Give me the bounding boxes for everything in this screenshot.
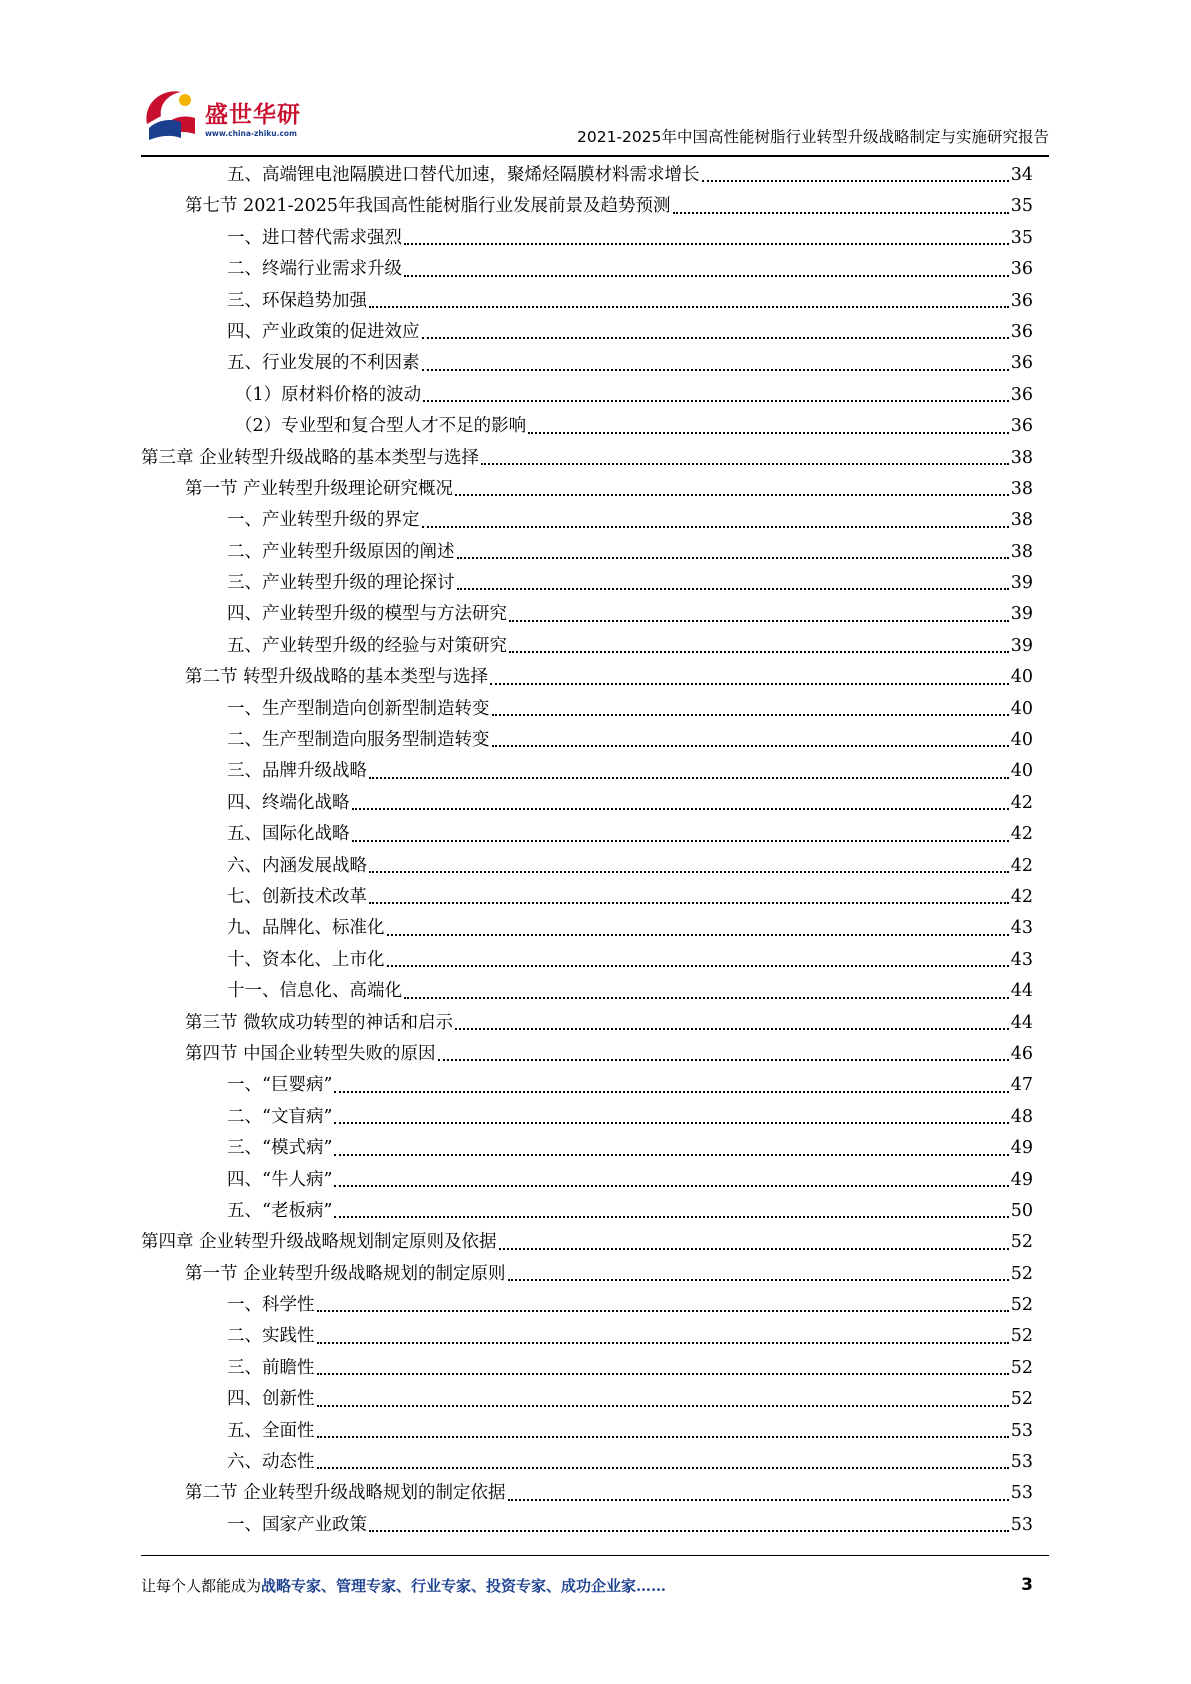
- toc-entry-page: 40: [1010, 761, 1033, 782]
- toc-entry-page: 36: [1010, 259, 1033, 280]
- toc-entry-page: 42: [1010, 792, 1033, 813]
- toc-entry[interactable]: [141, 474, 1033, 505]
- toc-leader-dots: [702, 179, 1009, 182]
- toc-entry-label: 第二节 企业转型升级战略规划的制定依据: [185, 1483, 506, 1504]
- toc-entry-page: 50: [1010, 1200, 1033, 1221]
- toc-entry-label: 二、“文盲病”: [227, 1106, 333, 1127]
- toc-entry[interactable]: [141, 286, 1033, 317]
- toc-entry[interactable]: [141, 631, 1033, 662]
- toc-entry-label: 三、产业转型升级的理论探讨: [227, 573, 455, 594]
- toc-entry-page: 53: [1010, 1483, 1033, 1504]
- toc-entry-page: 36: [1010, 416, 1033, 437]
- toc-entry[interactable]: [141, 254, 1033, 285]
- toc-entry-label: 第四章 企业转型升级战略规划制定原则及依据: [141, 1232, 497, 1253]
- toc-leader-dots: [387, 964, 1009, 967]
- toc-entry[interactable]: [141, 694, 1033, 725]
- toc-entry-label: （2）专业型和复合型人才不足的影响: [235, 416, 527, 437]
- toc-entry-page: 40: [1010, 667, 1033, 688]
- toc-entry-label: 二、生产型制造向服务型制造转变: [227, 730, 490, 751]
- toc-leader-dots: [438, 1058, 1009, 1061]
- toc-entry[interactable]: [141, 505, 1033, 536]
- toc-entry[interactable]: [141, 1039, 1033, 1070]
- toc-entry[interactable]: [141, 1353, 1033, 1384]
- toc-entry-label: 三、“模式病”: [227, 1138, 333, 1159]
- toc-entry[interactable]: [141, 443, 1033, 474]
- toc-entry[interactable]: [141, 725, 1033, 756]
- toc-leader-dots: [455, 1027, 1009, 1030]
- footer-divider: [141, 1555, 1049, 1556]
- toc-entry-page: 40: [1010, 730, 1033, 751]
- toc-entry-label: 五、行业发展的不利因素: [227, 353, 420, 374]
- toc-entry[interactable]: [141, 1008, 1033, 1039]
- toc-entry-label: 六、动态性: [227, 1452, 315, 1473]
- toc-entry-page: 44: [1010, 981, 1033, 1002]
- toc-entry-page: 36: [1010, 384, 1033, 405]
- toc-entry-page: 43: [1010, 949, 1033, 970]
- toc-entry-label: 四、“牛人病”: [227, 1169, 333, 1190]
- toc-leader-dots: [352, 839, 1009, 842]
- document-title: 2021-2025年中国高性能树脂行业转型升级战略制定与实施研究报告: [577, 128, 1049, 146]
- toc-entry-page: 43: [1010, 918, 1033, 939]
- toc-entry-page: 39: [1010, 573, 1033, 594]
- toc-entry-page: 38: [1010, 510, 1033, 531]
- table-of-contents: [141, 160, 1033, 1541]
- toc-entry[interactable]: [141, 1259, 1033, 1290]
- toc-entry-label: 第一节 企业转型升级战略规划的制定原则: [185, 1263, 506, 1284]
- toc-leader-dots: [492, 713, 1009, 716]
- toc-entry[interactable]: [141, 1070, 1033, 1101]
- toc-entry-page: 52: [1010, 1389, 1033, 1410]
- toc-entry-label: 九、品牌化、标准化: [227, 918, 385, 939]
- toc-entry-label: 四、产业转型升级的模型与方法研究: [227, 604, 507, 625]
- toc-entry-label: 五、国际化战略: [227, 824, 350, 845]
- toc-entry-label: 三、品牌升级战略: [227, 761, 367, 782]
- toc-entry-page: 53: [1010, 1452, 1033, 1473]
- toc-leader-dots: [369, 901, 1009, 904]
- toc-entry[interactable]: [141, 976, 1033, 1007]
- toc-leader-dots: [387, 933, 1009, 936]
- toc-entry-page: 35: [1010, 196, 1033, 217]
- toc-leader-dots: [509, 619, 1009, 622]
- toc-leader-dots: [509, 650, 1009, 653]
- toc-entry[interactable]: [141, 1447, 1033, 1478]
- toc-leader-dots: [369, 1529, 1009, 1532]
- toc-leader-dots: [317, 1404, 1009, 1407]
- toc-entry[interactable]: [141, 1227, 1033, 1258]
- header-divider: [141, 155, 1049, 157]
- toc-leader-dots: [404, 242, 1009, 245]
- toc-entry-label: 五、全面性: [227, 1420, 315, 1441]
- toc-leader-dots: [352, 807, 1009, 810]
- toc-entry[interactable]: [141, 1510, 1033, 1541]
- toc-entry-label: 五、高端锂电池隔膜进口替代加速，聚烯烃隔膜材料需求增长: [227, 165, 700, 185]
- toc-entry-label: 四、终端化战略: [227, 792, 350, 813]
- toc-entry-page: 48: [1010, 1106, 1033, 1127]
- toc-entry-label: 一、科学性: [227, 1295, 315, 1316]
- toc-leader-dots: [457, 587, 1009, 590]
- page-header: [141, 76, 1049, 146]
- toc-leader-dots: [455, 493, 1009, 496]
- toc-leader-dots: [528, 431, 1009, 434]
- toc-leader-dots: [404, 274, 1009, 277]
- toc-entry-page: 53: [1010, 1514, 1033, 1535]
- toc-leader-dots: [334, 1184, 1008, 1187]
- toc-entry[interactable]: [141, 537, 1033, 568]
- toc-leader-dots: [673, 211, 1009, 214]
- toc-entry-label: 一、生产型制造向创新型制造转变: [227, 698, 490, 719]
- toc-leader-dots: [317, 1372, 1009, 1375]
- toc-entry-page: 39: [1010, 635, 1033, 656]
- toc-entry-label: 一、产业转型升级的界定: [227, 510, 420, 531]
- toc-entry[interactable]: [141, 191, 1033, 222]
- toc-leader-dots: [508, 1498, 1009, 1501]
- toc-entry-label: 第二节 转型升级战略的基本类型与选择: [185, 667, 489, 688]
- toc-leader-dots: [334, 1121, 1008, 1124]
- brand-name: 盛世华研: [205, 102, 301, 128]
- toc-entry[interactable]: [141, 819, 1033, 850]
- toc-entry-label: 四、创新性: [227, 1389, 315, 1410]
- toc-leader-dots: [334, 1215, 1008, 1218]
- toc-entry-label: 第一节 产业转型升级理论研究概况: [185, 478, 454, 499]
- toc-entry-page: 40: [1010, 698, 1033, 719]
- toc-entry[interactable]: [141, 568, 1033, 599]
- toc-entry[interactable]: [141, 317, 1033, 348]
- page-footer: [141, 1575, 1033, 1605]
- toc-entry-label: （1）原材料价格的波动: [235, 384, 422, 405]
- toc-entry-page: 42: [1010, 855, 1033, 876]
- toc-entry-label: 第四节 中国企业转型失败的原因: [185, 1043, 436, 1064]
- toc-entry-label: 第三章 企业转型升级战略的基本类型与选择: [141, 447, 480, 468]
- toc-leader-dots: [492, 744, 1009, 747]
- toc-entry[interactable]: [141, 411, 1033, 442]
- toc-entry-page: 36: [1010, 353, 1033, 374]
- toc-entry[interactable]: [141, 380, 1033, 411]
- toc-entry-page: 42: [1010, 824, 1033, 845]
- toc-entry[interactable]: [141, 882, 1033, 913]
- toc-entry-label: 五、产业转型升级的经验与对策研究: [227, 635, 507, 656]
- toc-leader-dots: [422, 336, 1009, 339]
- toc-entry[interactable]: [141, 1321, 1033, 1352]
- toc-entry[interactable]: [141, 223, 1033, 254]
- toc-leader-dots: [317, 1341, 1009, 1344]
- toc-entry[interactable]: [141, 1416, 1033, 1447]
- toc-leader-dots: [457, 556, 1009, 559]
- toc-entry[interactable]: [141, 1384, 1033, 1415]
- toc-entry[interactable]: [141, 160, 1033, 191]
- toc-leader-dots: [490, 682, 1009, 685]
- toc-entry-label: 二、终端行业需求升级: [227, 259, 402, 280]
- toc-entry-page: 38: [1010, 541, 1033, 562]
- toc-entry[interactable]: [141, 662, 1033, 693]
- toc-entry[interactable]: [141, 913, 1033, 944]
- toc-leader-dots: [423, 399, 1009, 402]
- brand-url: www.china-zhiku.com: [205, 129, 297, 138]
- toc-entry[interactable]: [141, 851, 1033, 882]
- toc-leader-dots: [317, 1435, 1009, 1438]
- toc-entry-label: 一、国家产业政策: [227, 1514, 367, 1535]
- toc-entry-label: 一、“巨婴病”: [227, 1075, 333, 1096]
- toc-leader-dots: [404, 996, 1009, 999]
- toc-entry[interactable]: [141, 348, 1033, 379]
- toc-entry-page: 39: [1010, 604, 1033, 625]
- toc-entry-label: 二、实践性: [227, 1326, 315, 1347]
- toc-entry-page: 52: [1010, 1232, 1033, 1253]
- toc-leader-dots: [481, 462, 1009, 465]
- footer-slogan-lead: 让每个人都能成为: [141, 1577, 262, 1595]
- toc-leader-dots: [369, 870, 1009, 873]
- toc-leader-dots: [317, 1309, 1009, 1312]
- toc-entry-label: 十一、信息化、高端化: [227, 981, 402, 1002]
- toc-entry-page: 53: [1010, 1420, 1033, 1441]
- toc-leader-dots: [499, 1247, 1009, 1250]
- toc-leader-dots: [369, 776, 1009, 779]
- toc-entry[interactable]: [141, 1478, 1033, 1509]
- toc-entry-page: 49: [1010, 1169, 1033, 1190]
- toc-entry-page: 52: [1010, 1295, 1033, 1316]
- toc-entry-label: 五、“老板病”: [227, 1200, 333, 1221]
- toc-entry-page: 49: [1010, 1138, 1033, 1159]
- toc-entry-label: 六、内涵发展战略: [227, 855, 367, 876]
- toc-entry-page: 42: [1010, 886, 1033, 907]
- toc-entry-label: 第三节 微软成功转型的神话和启示: [185, 1012, 454, 1033]
- page-number: 3: [1021, 1575, 1033, 1595]
- toc-entry-label: 七、创新技术改革: [227, 886, 367, 907]
- toc-entry-page: 38: [1010, 447, 1033, 468]
- toc-entry-label: 四、产业政策的促进效应: [227, 321, 420, 342]
- toc-entry-label: 二、产业转型升级原因的阐述: [227, 541, 455, 562]
- toc-entry[interactable]: [141, 1165, 1033, 1196]
- toc-entry-label: 三、前瞻性: [227, 1357, 315, 1378]
- footer-slogan-highlight: 战略专家、管理专家、行业专家、投资专家、成功企业家……: [261, 1577, 667, 1595]
- toc-entry-label: 十、资本化、上市化: [227, 949, 385, 970]
- toc-leader-dots: [334, 1153, 1008, 1156]
- toc-entry-label: 一、进口替代需求强烈: [227, 227, 402, 248]
- toc-leader-dots: [422, 525, 1009, 528]
- toc-entry[interactable]: [141, 1290, 1033, 1321]
- toc-entry-label: 第七节 2021-2025年我国高性能树脂行业发展前景及趋势预测: [185, 196, 671, 217]
- toc-entry-page: 46: [1010, 1043, 1033, 1064]
- toc-entry-page: 35: [1010, 227, 1033, 248]
- toc-entry-label: 三、环保趋势加强: [227, 290, 367, 311]
- toc-leader-dots: [508, 1278, 1009, 1281]
- toc-entry-page: 47: [1010, 1075, 1033, 1096]
- toc-leader-dots: [334, 1090, 1008, 1093]
- toc-leader-dots: [422, 368, 1009, 371]
- toc-entry[interactable]: [141, 1196, 1033, 1227]
- toc-entry[interactable]: [141, 1133, 1033, 1164]
- toc-entry-page: 36: [1010, 321, 1033, 342]
- toc-entry[interactable]: [141, 788, 1033, 819]
- toc-entry[interactable]: [141, 599, 1033, 630]
- toc-entry-page: 52: [1010, 1326, 1033, 1347]
- toc-entry-page: 44: [1010, 1012, 1033, 1033]
- toc-entry-page: 34: [1010, 165, 1033, 185]
- toc-entry[interactable]: [141, 1102, 1033, 1133]
- toc-leader-dots: [369, 305, 1009, 308]
- toc-entry-page: 36: [1010, 290, 1033, 311]
- toc-entry-page: 52: [1010, 1263, 1033, 1284]
- toc-entry[interactable]: [141, 945, 1033, 976]
- toc-entry[interactable]: [141, 756, 1033, 787]
- toc-entry-page: 52: [1010, 1357, 1033, 1378]
- toc-leader-dots: [317, 1466, 1009, 1469]
- toc-entry-page: 38: [1010, 478, 1033, 499]
